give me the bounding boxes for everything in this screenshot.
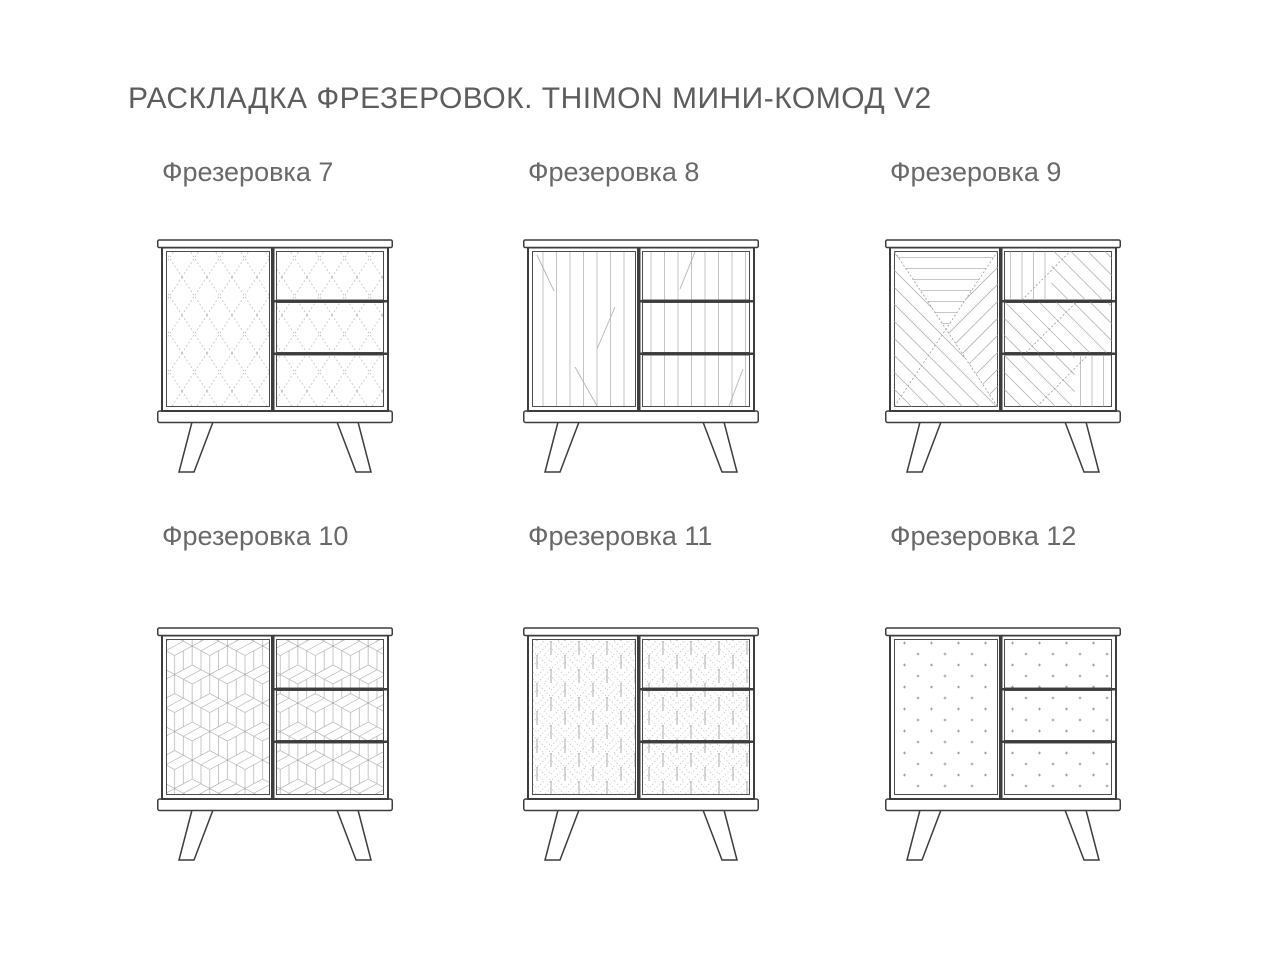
door-panel [895, 640, 998, 795]
cabinet-drawing [885, 239, 1121, 475]
figure-cell-dot-grid [885, 520, 1125, 863]
leg-left [545, 422, 579, 472]
center-divider [637, 636, 641, 800]
drawer-3 [1005, 355, 1112, 407]
drawer-2 [1005, 691, 1112, 741]
figure-cell-diamond-lattice [157, 156, 397, 475]
leg-right [337, 810, 371, 860]
cabinet-drawing [157, 239, 393, 475]
drawer-divider-1 [640, 688, 754, 691]
bottom-board [886, 411, 1121, 423]
page-title: РАСКЛАДКА ФРЕЗЕРОВОК. THIMON МИНИ-КОМОД V2 [128, 82, 932, 115]
figure-label: Фрезеровка 11 [528, 521, 713, 551]
cabinet-drawing [523, 627, 759, 863]
drawer-2 [1005, 303, 1112, 353]
drawer-divider-2 [274, 353, 388, 356]
drawer-divider-2 [1002, 353, 1116, 356]
drawer-divider-2 [274, 741, 388, 744]
figure-label: Фрезеровка 8 [528, 157, 700, 187]
drawer-1 [1005, 640, 1112, 689]
drawer-divider-1 [274, 688, 388, 691]
leg-left [179, 810, 213, 860]
top-board [524, 240, 759, 248]
cabinet-drawing [523, 239, 759, 475]
center-divider [271, 248, 275, 412]
bottom-board [524, 411, 759, 423]
door-panel [167, 252, 270, 407]
drawer-3 [643, 355, 750, 407]
leg-left [907, 422, 941, 472]
door-panel [533, 640, 636, 795]
leg-left [545, 810, 579, 860]
top-board [158, 628, 393, 636]
center-divider [999, 248, 1003, 412]
leg-left [179, 422, 213, 472]
bottom-board [158, 411, 393, 423]
figure-label: Фрезеровка 7 [162, 157, 334, 187]
bottom-board [524, 799, 759, 811]
cabinet-drawing [885, 627, 1121, 863]
figure-label: Фрезеровка 12 [890, 521, 1077, 551]
bottom-board [158, 799, 393, 811]
leg-right [1065, 810, 1099, 860]
figure-label: Фрезеровка 9 [890, 157, 1062, 187]
leg-right [703, 810, 737, 860]
drawer-1 [277, 640, 384, 689]
center-divider [271, 636, 275, 800]
drawer-divider-1 [640, 300, 754, 303]
center-divider [637, 248, 641, 412]
center-divider [999, 636, 1003, 800]
figure-cell-deco-diamond-stems [523, 520, 763, 863]
drawer-divider-1 [1002, 300, 1116, 303]
drawer-divider-2 [1002, 741, 1116, 744]
drawer-3 [643, 743, 750, 795]
drawer-3 [1005, 743, 1112, 795]
figure-cell-tumbling-blocks [157, 520, 397, 863]
leg-right [703, 422, 737, 472]
drawer-divider-1 [274, 300, 388, 303]
figure-cell-vertical-grain [523, 156, 763, 475]
top-board [886, 240, 1121, 248]
top-board [524, 628, 759, 636]
door-panel [167, 640, 270, 795]
drawer-2 [277, 691, 384, 741]
drawer-3 [277, 743, 384, 795]
top-board [886, 628, 1121, 636]
leg-left [907, 810, 941, 860]
cabinet-drawing [157, 627, 393, 863]
drawer-2 [643, 303, 750, 353]
top-board [158, 240, 393, 248]
figure-label: Фрезеровка 10 [162, 521, 349, 551]
leg-right [337, 422, 371, 472]
drawer-1 [643, 640, 750, 689]
drawer-1 [643, 252, 750, 301]
drawer-divider-2 [640, 353, 754, 356]
drawer-3 [277, 355, 384, 407]
drawer-2 [643, 691, 750, 741]
drawer-1 [277, 252, 384, 301]
drawer-divider-1 [1002, 688, 1116, 691]
leg-right [1065, 422, 1099, 472]
bottom-board [886, 799, 1121, 811]
drawer-divider-2 [640, 741, 754, 744]
drawer-2 [277, 303, 384, 353]
figure-cell-directional-stripes [885, 156, 1125, 475]
